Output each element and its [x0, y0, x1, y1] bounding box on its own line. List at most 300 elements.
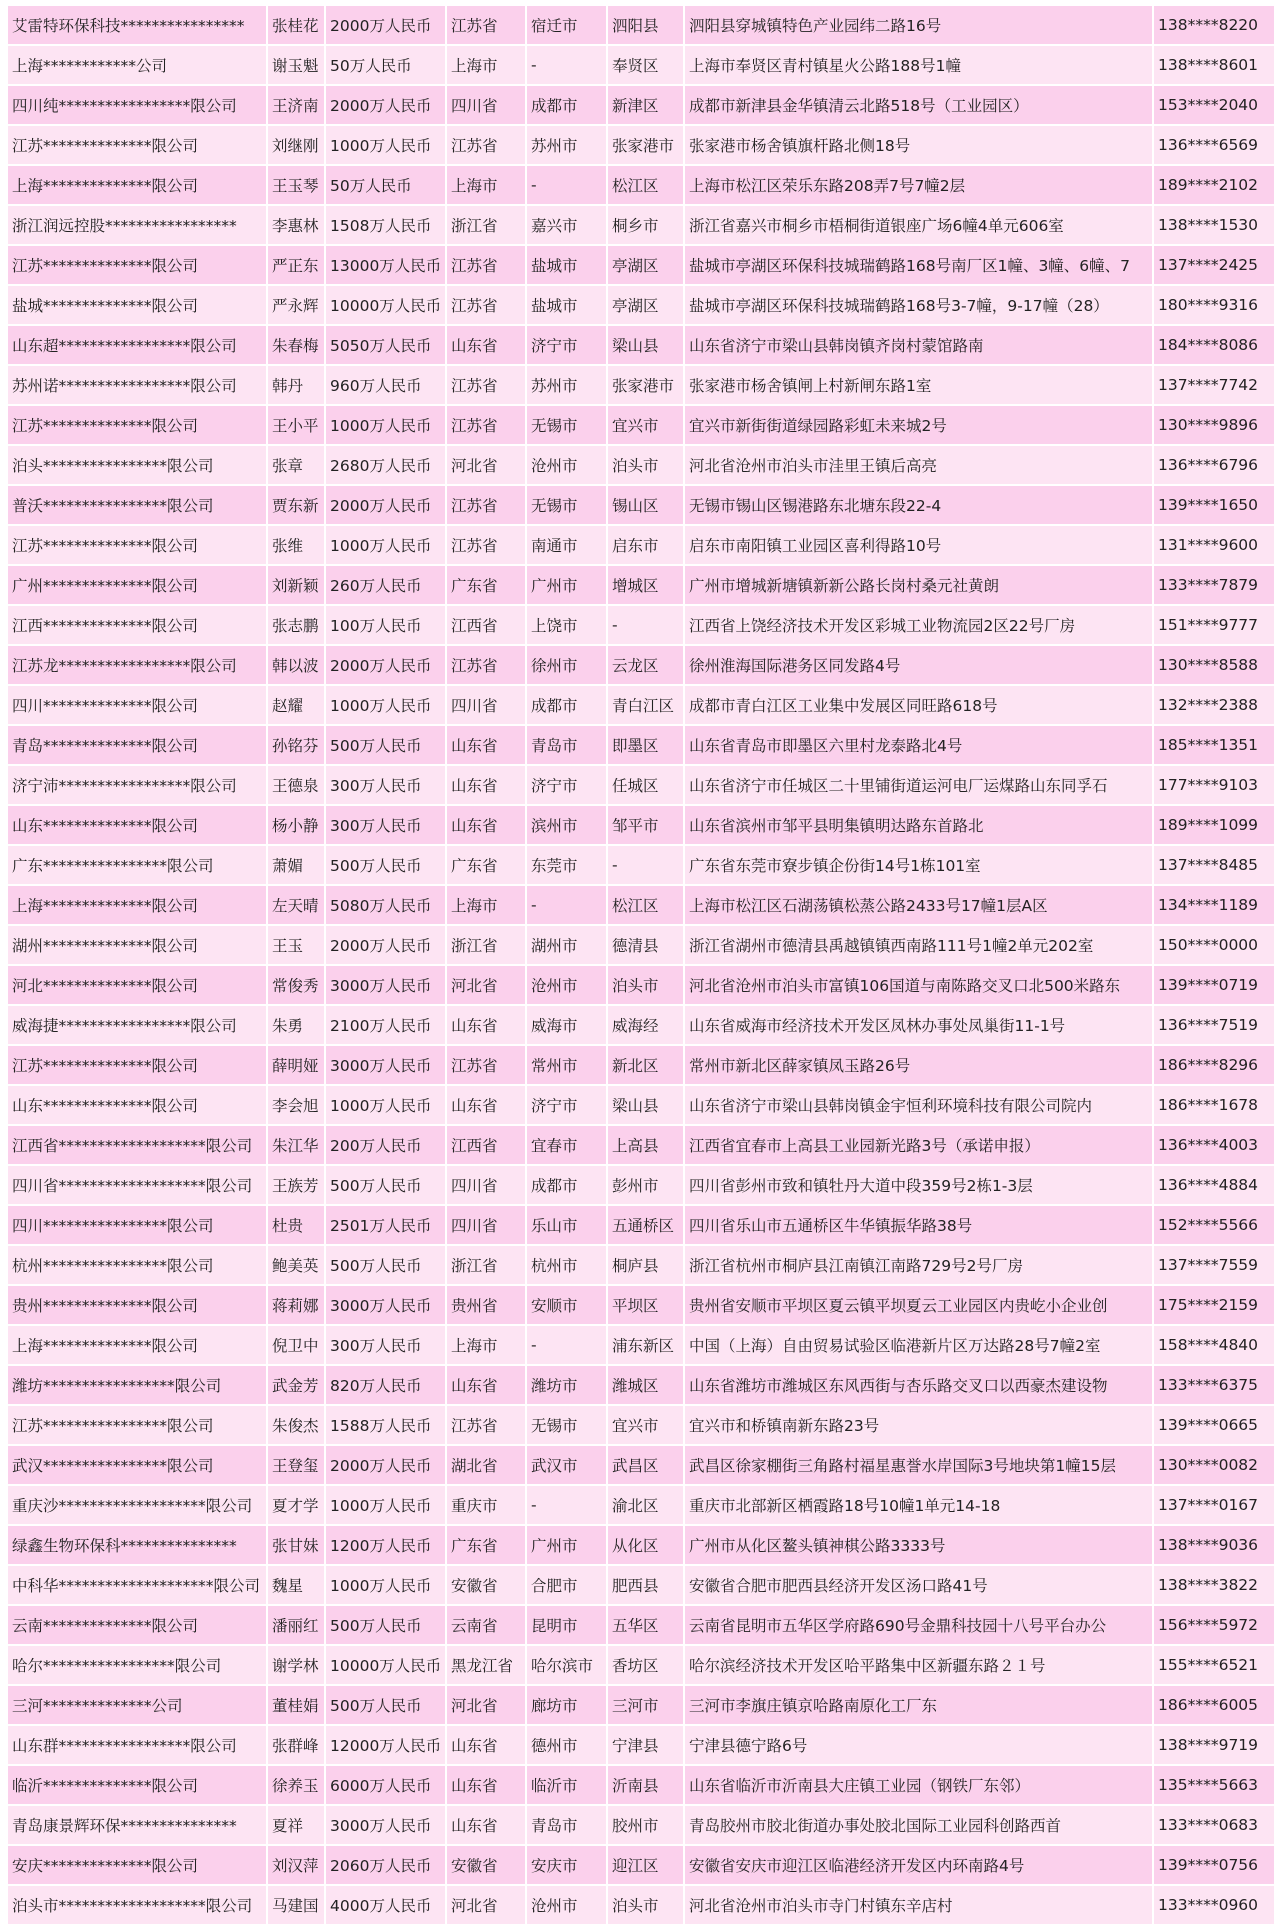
province-cell: 安徽省 [446, 1565, 526, 1605]
district-cell: - [607, 605, 684, 645]
province-cell: 江苏省 [446, 5, 526, 45]
address-cell: 宁津县德宁路6号 [684, 1725, 1153, 1765]
province-cell: 山东省 [446, 765, 526, 805]
table-row [7, 965, 1275, 1005]
phone-cell: 189****1099 [1153, 805, 1275, 845]
table-row [7, 765, 1275, 805]
district-cell: 松江区 [607, 165, 684, 205]
district-cell: 宜兴市 [607, 405, 684, 445]
registered-capital-cell: 500万人民币 [325, 1165, 446, 1205]
contact-name-cell: 王德泉 [267, 765, 325, 805]
province-cell: 山东省 [446, 725, 526, 765]
company-name-cell: 河北**************限公司 [7, 965, 267, 1005]
address-cell: 成都市新津县金华镇清云北路518号（工业园区） [684, 85, 1153, 125]
city-cell: 青岛市 [526, 725, 607, 765]
district-cell: 梁山县 [607, 1085, 684, 1125]
table-body [7, 5, 1275, 1925]
contact-name-cell: 倪卫中 [267, 1325, 325, 1365]
company-name-cell: 江苏****************限公司 [7, 1405, 267, 1445]
province-cell: 山东省 [446, 1365, 526, 1405]
registered-capital-cell: 1588万人民币 [325, 1405, 446, 1445]
city-cell: 广州市 [526, 565, 607, 605]
city-cell: 东莞市 [526, 845, 607, 885]
province-cell: 浙江省 [446, 1245, 526, 1285]
table-row [7, 1245, 1275, 1285]
city-cell: 济宁市 [526, 765, 607, 805]
phone-cell: 133****0683 [1153, 1805, 1275, 1845]
company-name-cell: 威海捷*****************限公司 [7, 1005, 267, 1045]
province-cell: 山东省 [446, 1085, 526, 1125]
province-cell: 山东省 [446, 1005, 526, 1045]
contact-name-cell: 薛明娅 [267, 1045, 325, 1085]
city-cell: 威海市 [526, 1005, 607, 1045]
table-row [7, 405, 1275, 445]
district-cell: 青白江区 [607, 685, 684, 725]
phone-cell: 138****8220 [1153, 5, 1275, 45]
registered-capital-cell: 5050万人民币 [325, 325, 446, 365]
address-cell: 上海市松江区荣乐东路208弄7号7幢2层 [684, 165, 1153, 205]
address-cell: 江西省上饶经济技术开发区彩城工业物流园2区22号厂房 [684, 605, 1153, 645]
city-cell: 无锡市 [526, 1405, 607, 1445]
address-cell: 广州市从化区鳌头镇神棋公路3333号 [684, 1525, 1153, 1565]
city-cell: 南通市 [526, 525, 607, 565]
district-cell: 即墨区 [607, 725, 684, 765]
company-name-cell: 杭州****************限公司 [7, 1245, 267, 1285]
registered-capital-cell: 1000万人民币 [325, 1565, 446, 1605]
address-cell: 常州市新北区薛家镇凤玉路26号 [684, 1045, 1153, 1085]
contact-name-cell: 王小平 [267, 405, 325, 445]
phone-cell: 158****4840 [1153, 1325, 1275, 1365]
phone-cell: 138****8601 [1153, 45, 1275, 85]
address-cell: 山东省济宁市任城区二十里铺街道运河电厂运煤路山东同孚石 [684, 765, 1153, 805]
phone-cell: 156****5972 [1153, 1605, 1275, 1645]
city-cell: 哈尔滨市 [526, 1645, 607, 1685]
registered-capital-cell: 3000万人民币 [325, 1045, 446, 1085]
registered-capital-cell: 960万人民币 [325, 365, 446, 405]
contact-name-cell: 韩丹 [267, 365, 325, 405]
phone-cell: 189****2102 [1153, 165, 1275, 205]
district-cell: 张家港市 [607, 365, 684, 405]
phone-cell: 134****1189 [1153, 885, 1275, 925]
company-name-cell: 山东**************限公司 [7, 1085, 267, 1125]
phone-cell: 150****0000 [1153, 925, 1275, 965]
phone-cell: 137****7742 [1153, 365, 1275, 405]
district-cell: 上高县 [607, 1125, 684, 1165]
province-cell: 上海市 [446, 165, 526, 205]
company-name-cell: 江苏**************限公司 [7, 1045, 267, 1085]
district-cell: 泗阳县 [607, 5, 684, 45]
district-cell: 胶州市 [607, 1805, 684, 1845]
province-cell: 江苏省 [446, 125, 526, 165]
province-cell: 江苏省 [446, 285, 526, 325]
company-name-cell: 四川省*******************限公司 [7, 1165, 267, 1205]
contact-name-cell: 严永辉 [267, 285, 325, 325]
phone-cell: 137****7559 [1153, 1245, 1275, 1285]
company-name-cell: 四川纯*****************限公司 [7, 85, 267, 125]
address-cell: 河北省沧州市泊头市富镇106国道与南陈路交叉口北500米路东 [684, 965, 1153, 1005]
company-name-cell: 江苏龙*****************限公司 [7, 645, 267, 685]
company-name-cell: 三河**************公司 [7, 1685, 267, 1725]
contact-name-cell: 王族芳 [267, 1165, 325, 1205]
table-row [7, 165, 1275, 205]
city-cell: 安庆市 [526, 1845, 607, 1885]
district-cell: - [607, 845, 684, 885]
city-cell: 青岛市 [526, 1805, 607, 1845]
address-cell: 四川省乐山市五通桥区牛华镇振华路38号 [684, 1205, 1153, 1245]
company-name-cell: 四川**************限公司 [7, 685, 267, 725]
city-cell: 无锡市 [526, 485, 607, 525]
city-cell: 嘉兴市 [526, 205, 607, 245]
contact-name-cell: 夏祥 [267, 1805, 325, 1845]
contact-name-cell: 张桂花 [267, 5, 325, 45]
address-cell: 河北省沧州市泊头市洼里王镇后高亮 [684, 445, 1153, 485]
city-cell: 滨州市 [526, 805, 607, 845]
registered-capital-cell: 1000万人民币 [325, 1485, 446, 1525]
table-row [7, 1565, 1275, 1605]
registered-capital-cell: 300万人民币 [325, 765, 446, 805]
city-cell: 安顺市 [526, 1285, 607, 1325]
phone-cell: 133****7879 [1153, 565, 1275, 605]
registered-capital-cell: 1508万人民币 [325, 205, 446, 245]
address-cell: 青岛胶州市胶北街道办事处胶北国际工业园科创路西首 [684, 1805, 1153, 1845]
registered-capital-cell: 1000万人民币 [325, 1085, 446, 1125]
district-cell: 邹平市 [607, 805, 684, 845]
district-cell: 新北区 [607, 1045, 684, 1085]
district-cell: 从化区 [607, 1525, 684, 1565]
address-cell: 上海市奉贤区青村镇星火公路188号1幢 [684, 45, 1153, 85]
address-cell: 盐城市亭湖区环保科技城瑞鹤路168号南厂区1幢、3幢、6幢、7 [684, 245, 1153, 285]
address-cell: 重庆市北部新区栖霞路18号10幢1单元14-18 [684, 1485, 1153, 1525]
registered-capital-cell: 12000万人民币 [325, 1725, 446, 1765]
table-row [7, 1685, 1275, 1725]
phone-cell: 139****0665 [1153, 1405, 1275, 1445]
registered-capital-cell: 13000万人民币 [325, 245, 446, 285]
table-row [7, 1885, 1275, 1925]
company-name-cell: 山东超*****************限公司 [7, 325, 267, 365]
company-name-cell: 江苏**************限公司 [7, 125, 267, 165]
address-cell: 徐州淮海国际港务区同发路4号 [684, 645, 1153, 685]
registered-capital-cell: 5080万人民币 [325, 885, 446, 925]
address-cell: 浙江省杭州市桐庐县江南镇江南路729号2号厂房 [684, 1245, 1153, 1285]
phone-cell: 186****1678 [1153, 1085, 1275, 1125]
district-cell: 迎江区 [607, 1845, 684, 1885]
district-cell: 张家港市 [607, 125, 684, 165]
district-cell: 宁津县 [607, 1725, 684, 1765]
province-cell: 重庆市 [446, 1485, 526, 1525]
address-cell: 山东省临沂市沂南县大庄镇工业园（钢铁厂东邻） [684, 1765, 1153, 1805]
table-row [7, 885, 1275, 925]
table-row [7, 1805, 1275, 1845]
phone-cell: 155****6521 [1153, 1645, 1275, 1685]
address-cell: 浙江省湖州市德清县禹越镇镇西南路111号1幢2单元202室 [684, 925, 1153, 965]
address-cell: 江西省宜春市上高县工业园新光路3号（承诺申报） [684, 1125, 1153, 1165]
phone-cell: 184****8086 [1153, 325, 1275, 365]
contact-name-cell: 严正东 [267, 245, 325, 285]
company-name-cell: 泊头****************限公司 [7, 445, 267, 485]
registered-capital-cell: 1000万人民币 [325, 525, 446, 565]
contact-name-cell: 杜贵 [267, 1205, 325, 1245]
province-cell: 江西省 [446, 1125, 526, 1165]
phone-cell: 185****1351 [1153, 725, 1275, 765]
city-cell: 昆明市 [526, 1605, 607, 1645]
company-name-cell: 重庆沙*******************限公司 [7, 1485, 267, 1525]
phone-cell: 137****8485 [1153, 845, 1275, 885]
city-cell: 宜春市 [526, 1125, 607, 1165]
district-cell: 亭湖区 [607, 285, 684, 325]
address-cell: 三河市李旗庄镇京哈路南原化工厂东 [684, 1685, 1153, 1725]
phone-cell: 153****2040 [1153, 85, 1275, 125]
district-cell: 武昌区 [607, 1445, 684, 1485]
province-cell: 江苏省 [446, 405, 526, 445]
address-cell: 山东省济宁市梁山县韩岗镇齐岗村蒙馆路南 [684, 325, 1153, 365]
district-cell: 三河市 [607, 1685, 684, 1725]
city-cell: - [526, 165, 607, 205]
province-cell: 山东省 [446, 325, 526, 365]
registered-capital-cell: 1000万人民币 [325, 685, 446, 725]
city-cell: 无锡市 [526, 405, 607, 445]
province-cell: 上海市 [446, 1325, 526, 1365]
table-row [7, 285, 1275, 325]
province-cell: 浙江省 [446, 205, 526, 245]
city-cell: 湖州市 [526, 925, 607, 965]
province-cell: 河北省 [446, 965, 526, 1005]
table-row [7, 5, 1275, 45]
registered-capital-cell: 300万人民币 [325, 1325, 446, 1365]
district-cell: 梁山县 [607, 325, 684, 365]
district-cell: 五华区 [607, 1605, 684, 1645]
contact-name-cell: 刘汉萍 [267, 1845, 325, 1885]
district-cell: 泊头市 [607, 1885, 684, 1925]
address-cell: 贵州省安顺市平坝区夏云镇平坝夏云工业园区内贵屹小企业创 [684, 1285, 1153, 1325]
city-cell: 成都市 [526, 1165, 607, 1205]
table-row [7, 45, 1275, 85]
address-cell: 中国（上海）自由贸易试验区临港新片区万达路28号7幢2室 [684, 1325, 1153, 1365]
district-cell: 桐庐县 [607, 1245, 684, 1285]
registered-capital-cell: 100万人民币 [325, 605, 446, 645]
contact-name-cell: 马建国 [267, 1885, 325, 1925]
district-cell: 亭湖区 [607, 245, 684, 285]
city-cell: 沧州市 [526, 965, 607, 1005]
province-cell: 山东省 [446, 1805, 526, 1845]
company-name-cell: 湖州**************限公司 [7, 925, 267, 965]
address-cell: 山东省济宁市梁山县韩岗镇金宇恒利环境科技有限公司院内 [684, 1085, 1153, 1125]
registered-capital-cell: 3000万人民币 [325, 1805, 446, 1845]
phone-cell: 180****9316 [1153, 285, 1275, 325]
table-row [7, 245, 1275, 285]
table-row [7, 1485, 1275, 1525]
company-name-cell: 青岛**************限公司 [7, 725, 267, 765]
registered-capital-cell: 2100万人民币 [325, 1005, 446, 1045]
table-row [7, 1165, 1275, 1205]
registered-capital-cell: 500万人民币 [325, 725, 446, 765]
table-row [7, 85, 1275, 125]
contact-name-cell: 鲍美英 [267, 1245, 325, 1285]
contact-name-cell: 蒋莉娜 [267, 1285, 325, 1325]
city-cell: 成都市 [526, 685, 607, 725]
contact-name-cell: 魏星 [267, 1565, 325, 1605]
phone-cell: 139****0719 [1153, 965, 1275, 1005]
province-cell: 上海市 [446, 885, 526, 925]
address-cell: 安徽省合肥市肥西县经济开发区汤口路41号 [684, 1565, 1153, 1605]
company-name-cell: 潍坊*****************限公司 [7, 1365, 267, 1405]
company-name-cell: 上海**************限公司 [7, 165, 267, 205]
province-cell: 河北省 [446, 1885, 526, 1925]
table-row [7, 1765, 1275, 1805]
province-cell: 山东省 [446, 805, 526, 845]
table-row [7, 1525, 1275, 1565]
company-name-cell: 济宁沛*****************限公司 [7, 765, 267, 805]
contact-name-cell: 刘新颖 [267, 565, 325, 605]
province-cell: 山东省 [446, 1725, 526, 1765]
province-cell: 江西省 [446, 605, 526, 645]
district-cell: 泊头市 [607, 965, 684, 1005]
contact-name-cell: 朱勇 [267, 1005, 325, 1045]
address-cell: 广东省东莞市寮步镇企份街14号1栋101室 [684, 845, 1153, 885]
registered-capital-cell: 2000万人民币 [325, 485, 446, 525]
table-row [7, 605, 1275, 645]
contact-name-cell: 李惠林 [267, 205, 325, 245]
contact-name-cell: 王玉 [267, 925, 325, 965]
city-cell: 苏州市 [526, 125, 607, 165]
province-cell: 河北省 [446, 1685, 526, 1725]
district-cell: 奉贤区 [607, 45, 684, 85]
district-cell: 增城区 [607, 565, 684, 605]
company-name-cell: 武汉****************限公司 [7, 1445, 267, 1485]
table-row [7, 1285, 1275, 1325]
address-cell: 盐城市亭湖区环保科技城瑞鹤路168号3-7幢，9-17幢（28） [684, 285, 1153, 325]
registered-capital-cell: 2000万人民币 [325, 85, 446, 125]
province-cell: 广东省 [446, 565, 526, 605]
district-cell: 宜兴市 [607, 1405, 684, 1445]
contact-name-cell: 董桂娟 [267, 1685, 325, 1725]
table-row [7, 925, 1275, 965]
city-cell: 济宁市 [526, 1085, 607, 1125]
province-cell: 安徽省 [446, 1845, 526, 1885]
registered-capital-cell: 820万人民币 [325, 1365, 446, 1405]
phone-cell: 177****9103 [1153, 765, 1275, 805]
phone-cell: 135****5663 [1153, 1765, 1275, 1805]
registered-capital-cell: 2000万人民币 [325, 925, 446, 965]
district-cell: 云龙区 [607, 645, 684, 685]
phone-cell: 138****1530 [1153, 205, 1275, 245]
company-name-cell: 广州**************限公司 [7, 565, 267, 605]
contact-name-cell: 谢玉魁 [267, 45, 325, 85]
contact-name-cell: 张维 [267, 525, 325, 565]
contact-name-cell: 潘丽红 [267, 1605, 325, 1645]
registered-capital-cell: 300万人民币 [325, 805, 446, 845]
company-name-cell: 安庆**************限公司 [7, 1845, 267, 1885]
city-cell: 盐城市 [526, 245, 607, 285]
phone-cell: 130****0082 [1153, 1445, 1275, 1485]
phone-cell: 136****4884 [1153, 1165, 1275, 1205]
district-cell: 泊头市 [607, 445, 684, 485]
phone-cell: 136****6569 [1153, 125, 1275, 165]
phone-cell: 138****9719 [1153, 1725, 1275, 1765]
table-row [7, 205, 1275, 245]
province-cell: 湖北省 [446, 1445, 526, 1485]
contact-name-cell: 张群峰 [267, 1725, 325, 1765]
table-row [7, 845, 1275, 885]
table-row [7, 1005, 1275, 1045]
table-row [7, 645, 1275, 685]
district-cell: 肥西县 [607, 1565, 684, 1605]
address-cell: 山东省潍坊市潍城区东风西街与杏乐路交叉口以西豪杰建设物 [684, 1365, 1153, 1405]
contact-name-cell: 张章 [267, 445, 325, 485]
contact-name-cell: 武金芳 [267, 1365, 325, 1405]
city-cell: - [526, 885, 607, 925]
province-cell: 贵州省 [446, 1285, 526, 1325]
contact-name-cell: 徐养玉 [267, 1765, 325, 1805]
district-cell: 渝北区 [607, 1485, 684, 1525]
phone-cell: 137****0167 [1153, 1485, 1275, 1525]
table-row [7, 1725, 1275, 1765]
company-name-cell: 苏州诺*****************限公司 [7, 365, 267, 405]
registered-capital-cell: 2000万人民币 [325, 1445, 446, 1485]
company-name-cell: 贵州**************限公司 [7, 1285, 267, 1325]
company-name-cell: 浙江润远控股***************** [7, 205, 267, 245]
district-cell: 桐乡市 [607, 205, 684, 245]
company-name-cell: 江苏**************限公司 [7, 405, 267, 445]
address-cell: 上海市松江区石湖荡镇松蒸公路2433号17幢1层A区 [684, 885, 1153, 925]
registered-capital-cell: 50万人民币 [325, 45, 446, 85]
phone-cell: 136****4003 [1153, 1125, 1275, 1165]
contact-name-cell: 谢学林 [267, 1645, 325, 1685]
table-row [7, 1445, 1275, 1485]
company-name-cell: 江苏**************限公司 [7, 245, 267, 285]
company-name-cell: 艾雷特环保科技**************** [7, 5, 267, 45]
address-cell: 云南省昆明市五华区学府路690号金鼎科技园十八号平台办公 [684, 1605, 1153, 1645]
company-name-cell: 绿鑫生物环保科*************** [7, 1525, 267, 1565]
address-cell: 成都市青白江区工业集中发展区同旺路618号 [684, 685, 1153, 725]
company-name-cell: 哈尔*****************限公司 [7, 1645, 267, 1685]
table-row [7, 1325, 1275, 1365]
registered-capital-cell: 50万人民币 [325, 165, 446, 205]
contact-name-cell: 韩以波 [267, 645, 325, 685]
city-cell: 盐城市 [526, 285, 607, 325]
table-row [7, 805, 1275, 845]
phone-cell: 139****0756 [1153, 1845, 1275, 1885]
company-name-cell: 中科华********************限公司 [7, 1565, 267, 1605]
contact-name-cell: 左天晴 [267, 885, 325, 925]
province-cell: 广东省 [446, 1525, 526, 1565]
contact-name-cell: 王玉琴 [267, 165, 325, 205]
table-row [7, 1605, 1275, 1645]
address-cell: 宜兴市新街街道绿园路彩虹未来城2号 [684, 405, 1153, 445]
address-cell: 安徽省安庆市迎江区临港经济开发区内环南路4号 [684, 1845, 1153, 1885]
address-cell: 张家港市杨舍镇旗杆路北侧18号 [684, 125, 1153, 165]
district-cell: 浦东新区 [607, 1325, 684, 1365]
phone-cell: 136****7519 [1153, 1005, 1275, 1045]
table-row [7, 565, 1275, 605]
district-cell: 彭州市 [607, 1165, 684, 1205]
contact-name-cell: 孙铭芬 [267, 725, 325, 765]
city-cell: 宿迁市 [526, 5, 607, 45]
city-cell: 杭州市 [526, 1245, 607, 1285]
city-cell: 徐州市 [526, 645, 607, 685]
city-cell: 廊坊市 [526, 1685, 607, 1725]
contact-name-cell: 朱春梅 [267, 325, 325, 365]
company-name-cell: 江西省*******************限公司 [7, 1125, 267, 1165]
contact-name-cell: 赵耀 [267, 685, 325, 725]
registered-capital-cell: 2501万人民币 [325, 1205, 446, 1245]
district-cell: 五通桥区 [607, 1205, 684, 1245]
province-cell: 江苏省 [446, 245, 526, 285]
company-name-cell: 泊头市*******************限公司 [7, 1885, 267, 1925]
company-name-cell: 广东****************限公司 [7, 845, 267, 885]
province-cell: 广东省 [446, 845, 526, 885]
province-cell: 山东省 [446, 1765, 526, 1805]
phone-cell: 136****6796 [1153, 445, 1275, 485]
